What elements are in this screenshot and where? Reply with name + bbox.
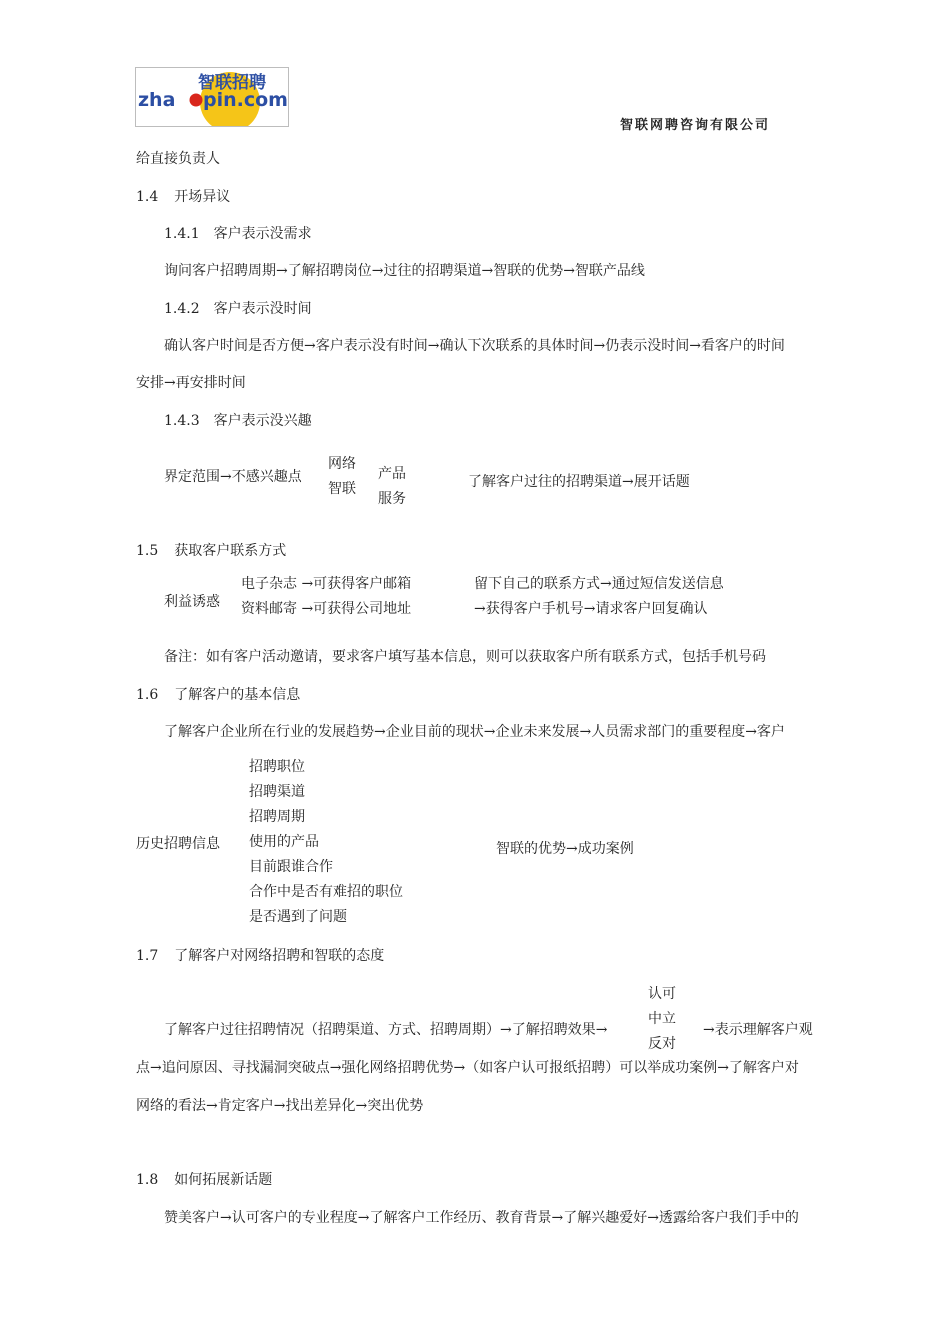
- section-number: 1.4.1: [164, 226, 200, 242]
- attitude-option: 认可: [648, 986, 676, 1002]
- section-1-4-2-text-1: 确认客户时间是否方便→客户表示没有时间→确认下次联系的具体时间→仍表示没时间→看客户的时间: [164, 338, 785, 354]
- section-1-8-heading: [136, 1171, 272, 1189]
- section-title: 客户表示没时间: [213, 301, 312, 317]
- section-number: 1.4.3: [164, 413, 200, 429]
- line-top: 给直接负责人: [136, 151, 220, 167]
- benefit-right-item: →获得客户手机号→请求客户回复确认: [474, 601, 708, 617]
- section-number: 1.4.2: [164, 301, 200, 317]
- interest-col2-item: 服务: [378, 491, 406, 507]
- logo-graphic: [136, 68, 289, 127]
- section-number: 1.6: [136, 687, 159, 703]
- interest-col2-item: 产品: [378, 466, 406, 482]
- interest-right-text: 了解客户过往的招聘渠道→展开话题: [468, 474, 690, 490]
- company-name: 智联网聘咨询有限公司: [620, 118, 771, 133]
- section-number: 1.4: [136, 189, 159, 205]
- section-1-7-line2: 点→追问原因、寻找漏洞突破点→强化网络招聘优势→（如客户认可报纸招聘）可以举成功案例→了解客户对: [136, 1060, 799, 1076]
- history-list-item: 招聘渠道: [249, 784, 305, 800]
- section-1-4-2-heading: [164, 300, 312, 318]
- section-1-5-heading: [136, 542, 286, 560]
- section-title: 客户表示没兴趣: [213, 413, 312, 429]
- interest-scope-text: 界定范围→不感兴趣点: [164, 469, 302, 485]
- history-recruit-label: 历史招聘信息: [136, 836, 220, 852]
- zhaopin-logo: [135, 67, 289, 127]
- section-title: 了解客户对网络招聘和智联的态度: [174, 948, 385, 964]
- section-1-4-1-text: 询问客户招聘周期→了解招聘岗位→过往的招聘渠道→智联的优势→智联产品线: [164, 263, 645, 279]
- section-number: 1.8: [136, 1172, 159, 1188]
- interest-col1-item: 智联: [328, 481, 356, 497]
- section-1-4-1-heading: [164, 225, 312, 243]
- history-list-item: 招聘职位: [249, 759, 305, 775]
- section-title: 如何拓展新话题: [174, 1172, 273, 1188]
- benefit-mid-item: 资料邮寄 →可获得公司地址: [241, 601, 412, 617]
- attitude-option: 反对: [648, 1036, 676, 1052]
- section-title: 了解客户的基本信息: [174, 687, 301, 703]
- section-1-6-heading: [136, 686, 300, 704]
- section-1-4-heading: [136, 188, 230, 206]
- section-title: 获取客户联系方式: [174, 543, 287, 559]
- section-1-7-heading: [136, 947, 384, 965]
- history-list-item: 使用的产品: [249, 834, 319, 850]
- section-1-8-text: 赞美客户→认可客户的专业程度→了解客户工作经历、教育背景→了解兴趣爱好→透露给客户我们手中的: [164, 1210, 799, 1226]
- history-list-item: 招聘周期: [249, 809, 305, 825]
- interest-col1-item: 网络: [328, 456, 356, 472]
- section-title: 客户表示没需求: [213, 226, 312, 242]
- benefit-lure-text: 利益诱惑: [164, 594, 220, 610]
- section-1-7-line1b: →表示理解客户观: [703, 1022, 813, 1038]
- logo-en-text-1: zha: [138, 89, 176, 111]
- history-list-item: 是否遇到了问题: [249, 909, 347, 925]
- section-1-6-text: 了解客户企业所在行业的发展趋势→企业目前的现状→企业未来发展→人员需求部门的重要程度→客户: [164, 724, 785, 740]
- attitude-option: 中立: [648, 1011, 676, 1027]
- section-number: 1.7: [136, 948, 159, 964]
- logo-cn-text: 智联招聘: [198, 73, 266, 93]
- section-1-7-line3: 网络的看法→肯定客户→找出差异化→突出优势: [136, 1098, 424, 1114]
- benefit-right-item: 留下自己的联系方式→通过短信发送信息: [474, 576, 724, 592]
- section-1-7-line1a: 了解客户过往招聘情况（招聘渠道、方式、招聘周期）→了解招聘效果→: [164, 1022, 608, 1038]
- section-1-5-note: 备注：如有客户活动邀请，要求客户填写基本信息，则可以获取客户所有联系方式，包括手机号码: [164, 649, 766, 665]
- section-number: 1.5: [136, 543, 159, 559]
- logo-red-dot: [190, 94, 203, 107]
- section-title: 开场异议: [174, 189, 231, 205]
- benefit-mid-item: 电子杂志 →可获得客户邮箱: [241, 576, 412, 592]
- section-1-4-3-heading: [164, 412, 312, 430]
- logo-en-text-2: pin.com: [203, 89, 288, 111]
- history-list-item: 合作中是否有难招的职位: [249, 884, 403, 900]
- history-list-item: 目前跟谁合作: [249, 859, 333, 875]
- section-1-4-2-text-2: 安排→再安排时间: [136, 375, 246, 391]
- history-right-text: 智联的优势→成功案例: [496, 841, 634, 857]
